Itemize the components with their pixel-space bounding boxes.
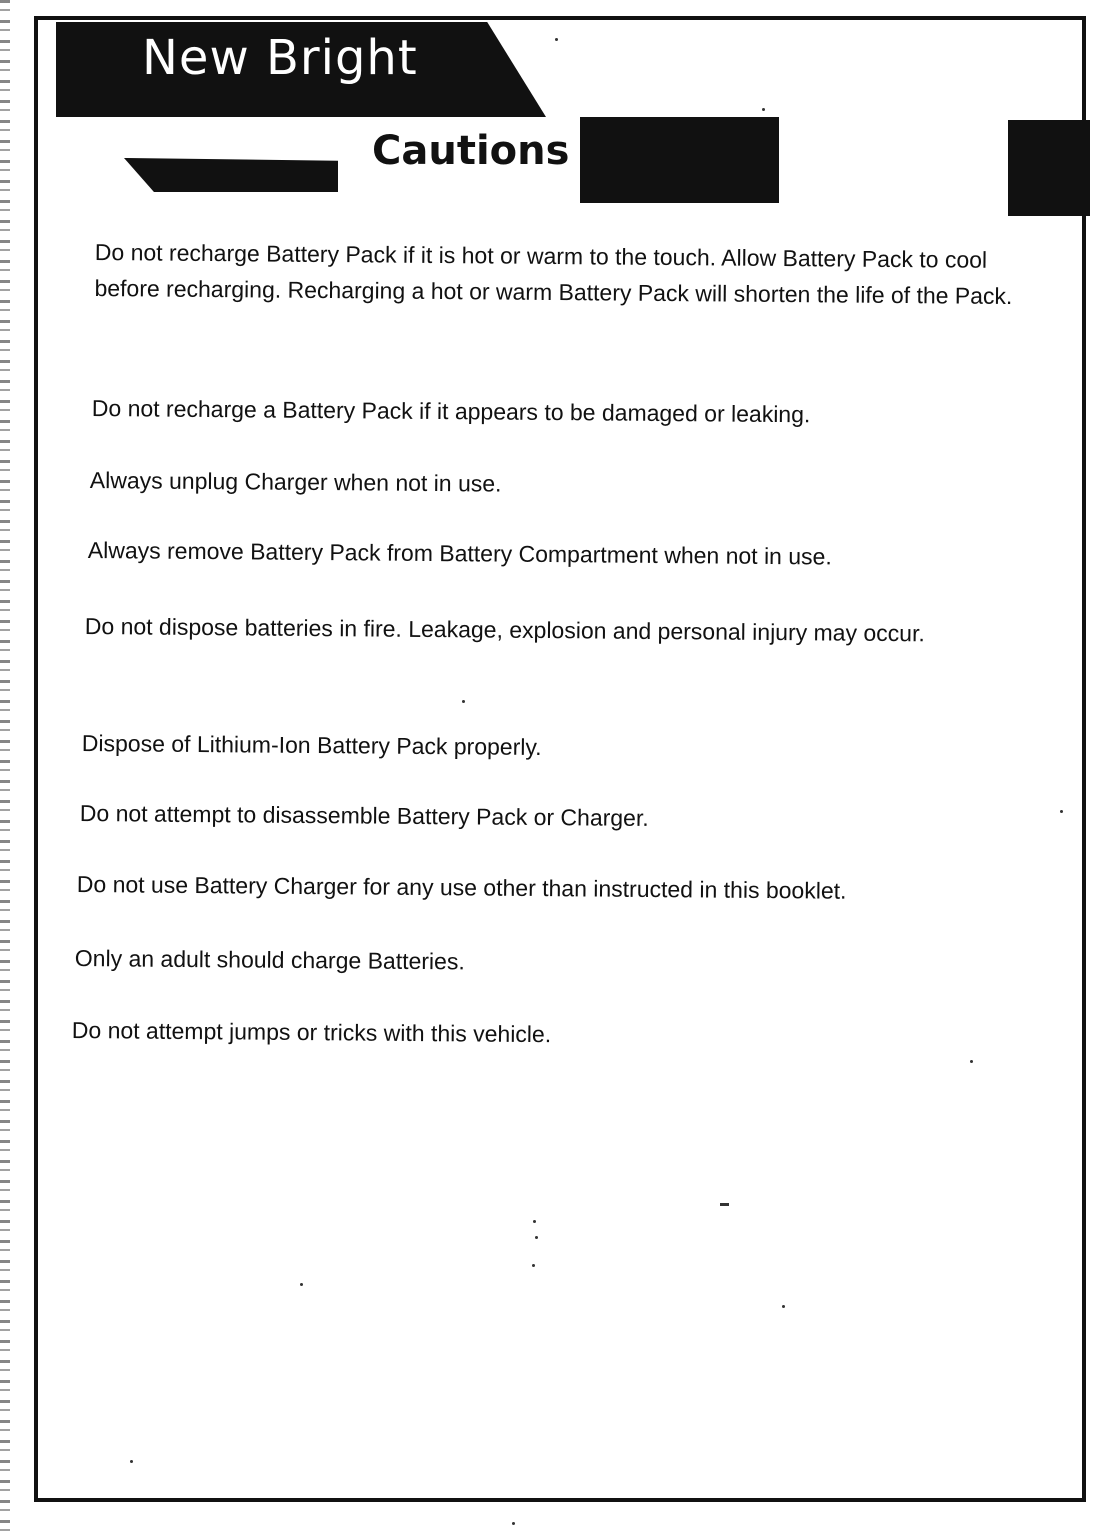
caution-item-10: Do not attempt jumps or tricks with this vehicle.	[71, 1016, 552, 1048]
caution-item-3: Always unplug Charger when not in use.	[89, 466, 502, 497]
caution-item-9: Only an adult should charge Batteries.	[74, 944, 465, 975]
cautions-title: Cautions	[372, 128, 570, 174]
scan-speck	[1060, 810, 1063, 813]
caution-item-6: Dispose of Lithium-Ion Battery Pack properly.	[81, 729, 542, 761]
scan-speck	[970, 1060, 973, 1063]
caution-item-7: Do not attempt to disassemble Battery Pack or Charger.	[79, 799, 649, 831]
caution-item-1: Do not recharge Battery Pack if it is hot or warm to the touch. Allow Battery Pack to cool before recharging. Recharging a hot or warm Battery Pack will shorten the life of the Pack.	[94, 238, 1013, 310]
caution-item-2: Do not recharge a Battery Pack if it appears to be damaged or leaking.	[91, 394, 811, 428]
scan-speck	[535, 1236, 538, 1239]
scan-speck	[762, 108, 765, 111]
scan-speck	[533, 1220, 536, 1223]
scan-speck	[532, 1264, 535, 1267]
scan-speck	[462, 700, 465, 703]
caution-item-8: Do not use Battery Charger for any use other than instructed in this booklet.	[76, 870, 847, 904]
caution-item-4: Always remove Battery Pack from Battery Compartment when not in use.	[87, 536, 832, 570]
scan-speck	[130, 1460, 133, 1463]
scan-speck	[782, 1305, 785, 1308]
scan-speck	[720, 1203, 729, 1206]
caution-item-5: Do not dispose batteries in fire. Leakage, explosion and personal injury may occur.	[84, 612, 925, 647]
brand-name: New Bright	[142, 30, 418, 86]
scan-speck	[300, 1283, 303, 1286]
scan-speck	[555, 38, 558, 41]
scan-speck	[512, 1522, 515, 1525]
